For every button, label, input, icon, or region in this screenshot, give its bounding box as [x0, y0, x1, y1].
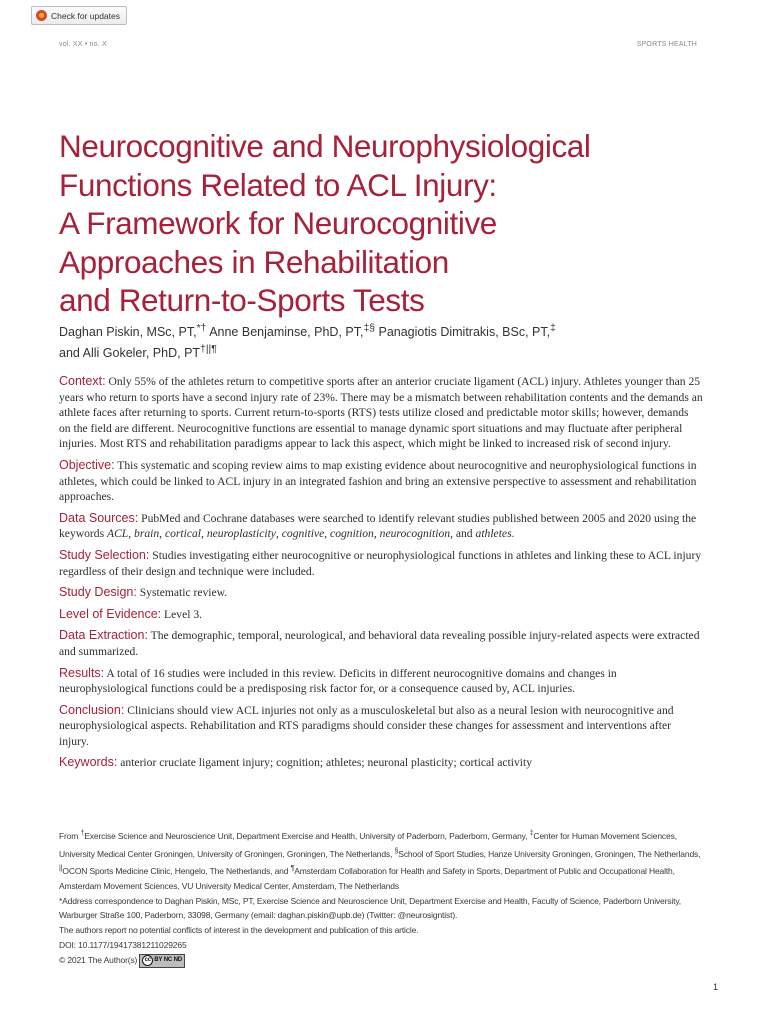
- section-text: anterior cruciate ligament injury; cognition; athletes; neuronal plasticity; cortical activity: [117, 756, 533, 770]
- author-affiliation-mark: †||¶: [200, 344, 217, 356]
- author-gokeler: and Alli Gokeler, PhD, PT: [59, 346, 201, 361]
- section-text: Studies investigating either neurocognitive or neurophysiological functions in athletes and linking these to ACL injury regardless of their design and technique were included.: [59, 548, 702, 578]
- conjunction: and: [455, 527, 473, 541]
- abstract-conclusion: [59, 703, 703, 750]
- abstract-level-of-evidence: [59, 607, 703, 623]
- author-line: [59, 341, 699, 362]
- keyword-term: brain: [134, 527, 160, 541]
- keyword-term: neurocognition: [379, 527, 451, 541]
- section-label: Study Design:: [59, 585, 137, 600]
- copyright-line: © 2021 The Author(s) cc BY NC ND: [59, 953, 709, 968]
- affiliation-line: From †Exercise Science and Neuroscience Unit, Department Exercise and Health, University of Paderborn, Paderborn, Germany, ‡Center for Human Movement Sciences,: [59, 829, 677, 841]
- check-for-updates-label: Check for updates: [51, 10, 120, 21]
- abstract-study-design: [59, 585, 703, 601]
- section-text: Systematic review.: [136, 586, 228, 600]
- title-line: and Return-to-Sports Tests: [59, 282, 425, 318]
- abstract: [59, 374, 703, 777]
- title-line: Functions Related to ACL Injury:: [59, 166, 497, 203]
- author-affiliation-mark: *†: [196, 323, 207, 334]
- section-text: This systematic and scoping review aims to map existing evidence about neurocognitive and neurophysiological functions in athletes, which could be linked to ACL injury in an integrated fashion and bring an extensive perspective to assessment and rehabilitation approaches.: [59, 458, 697, 504]
- section-text: Only 55% of the athletes return to competitive sports after an anterior cruciate ligament (ACL) injury. Athletes younger than 25 years who return to sports have a second injury rate of 23%. There may be a mismatch between rehabilitation contents and the demands an athlete faces after returning to sports. Current return-to-sports (RTS) tests utilize closed and predictable motor skills; however, demands on the field are different. Neurocognitive functions are essential to manage dynamic sport situations and may fluctuate after peripheral injuries. Most RTS and rehabilitation paradigms appear to lack this aspect, which might be linked to increased risk of second injury.: [59, 375, 703, 451]
- journal-name: SPORTS HEALTH: [636, 41, 697, 48]
- author-dimitrakis: Panagiotis Dimitrakis, BSc, PT,: [375, 325, 551, 340]
- affiliation-line: [59, 879, 709, 894]
- affiliation-chms: Center for Human Movement Sciences,: [533, 830, 677, 841]
- affiliation-amsterdam: Amsterdam Collaboration for Health and Safety in Sports, Department of Public and Occupational Health,: [294, 866, 675, 877]
- affiliation-vu: Amsterdam Movement Sciences, VU University Medical Center, Amsterdam, The Netherlands: [59, 880, 399, 891]
- abstract-objective: [59, 458, 703, 505]
- abstract-study-selection: [59, 548, 703, 579]
- conflict-statement: The authors report no potential conflicts of interest in the development and publication of this article.: [59, 925, 419, 936]
- abstract-data-extraction: [59, 628, 703, 659]
- affiliation-hanze: School of Sport Studies, Hanze University Groningen, Groningen, The Netherlands,: [398, 848, 701, 859]
- keyword-term: cortical: [164, 527, 202, 541]
- correspondence-line: Warburger Straße 100, Paderborn, 33098, Germany (email: daghan.piskin@upb.de) (Twitter: @neurosigntist).: [59, 910, 458, 921]
- section-label: Objective:: [59, 457, 115, 472]
- keyword-term: ACL: [106, 527, 129, 541]
- author-line: [59, 320, 699, 341]
- correspondence-line: *Address correspondence to Daghan Piskin, MSc, PT, Exercise Science and Neuroscience Unit, Department Exercise and Health, Faculty of Science, Paderborn University,: [59, 895, 682, 906]
- section-text: PubMed and Cochrane databases were searched to identify relevant studies published between 2005 and 2020 using the keywords: [59, 511, 697, 541]
- abstract-results: [59, 666, 703, 697]
- abstract-context: [59, 374, 703, 452]
- section-label: Results:: [59, 665, 105, 680]
- doi-link[interactable]: DOI: 10.1177/19417381211029265: [59, 940, 187, 951]
- abstract-keywords: [59, 755, 703, 771]
- section-label: Keywords:: [59, 755, 118, 770]
- keyword-term: athletes: [475, 527, 512, 541]
- issue-info: vol. XX • no. X: [59, 41, 107, 48]
- check-for-updates-button[interactable]: [31, 6, 127, 25]
- author-benjaminse: Anne Benjaminse, PhD, PT,: [206, 325, 364, 340]
- affiliation-ocon: OCON Sports Medicine Clinic, Hengelo, The Netherlands, and: [62, 866, 289, 877]
- crossmark-icon: [36, 10, 47, 21]
- section-label: Data Extraction:: [59, 628, 148, 643]
- title-line: Approaches in Rehabilitation: [59, 243, 449, 280]
- page-number: 1: [712, 982, 718, 992]
- footnotes: [59, 826, 709, 968]
- author-affiliation-mark: ‡§: [363, 323, 376, 334]
- article-title: [59, 127, 719, 320]
- section-text: Level 3.: [161, 607, 203, 621]
- keyword-term: neuroplasticity: [206, 527, 276, 541]
- author-affiliation-mark: ‡: [550, 323, 556, 334]
- section-label: Level of Evidence:: [59, 606, 162, 621]
- abstract-data-sources: Data Sources: PubMed and Cochrane databases were searched to identify relevant studies published between 2005 and 2020 using the keywords ACL, brain, cortical, neuroplasticity, cognitive, cognition, neurocognition, and athletes.: [59, 510, 697, 541]
- keyword-term: cognitive: [281, 527, 325, 541]
- affiliation-paderborn: Exercise Science and Neuroscience Unit, Department Exercise and Health, University of Paderborn, Paderborn, Germany,: [84, 830, 528, 841]
- title-line: Neurocognitive and Neurophysiological: [59, 128, 591, 164]
- section-text: A total of 16 studies were included in this review. Deficits in different neurocognitive domains and changes in neurophysiological functions could be a predisposing risk factor for, or a consequence caused by, ACL injuries.: [59, 666, 617, 696]
- section-label: Context:: [59, 374, 106, 388]
- affiliation-line: University Medical Center Groningen, University of Groningen, Groningen, The Netherlands, §School of Sport Studies, Hanze University Groningen, Groningen, The Netherlands,: [59, 846, 701, 859]
- author-list: [59, 320, 699, 362]
- affiliation-line: ||OCON Sports Medicine Clinic, Hengelo, The Netherlands, and ¶Amsterdam Collaboration for Health and Safety in Sports, Department of Public and Occupational Health,: [59, 864, 675, 877]
- section-text: The demographic, temporal, neurological, and behavioral data revealing possible injury-related aspects were extracted and summarized.: [59, 629, 700, 658]
- section-label: Data Sources:: [59, 510, 139, 525]
- section-label: Conclusion:: [59, 702, 125, 717]
- author-piskin: Daghan Piskin, MSc, PT,: [59, 325, 197, 340]
- creative-commons-icon[interactable]: cc BY NC ND: [139, 954, 185, 968]
- section-text: Clinicians should view ACL injuries not only as a musculoskeletal but also as a neural lesion with neurocognitive and neurophysiological aspects. Rehabilitation and RTS paradigms should consider these changes for assessment and interventions after injury.: [59, 703, 674, 748]
- section-label: Study Selection:: [59, 547, 150, 562]
- affiliation-umcg: University Medical Center Groningen, University of Groningen, Groningen, The Netherlands,: [59, 848, 393, 859]
- title-line: A Framework for Neurocognitive: [59, 205, 497, 241]
- keyword-term: cognition: [330, 527, 374, 541]
